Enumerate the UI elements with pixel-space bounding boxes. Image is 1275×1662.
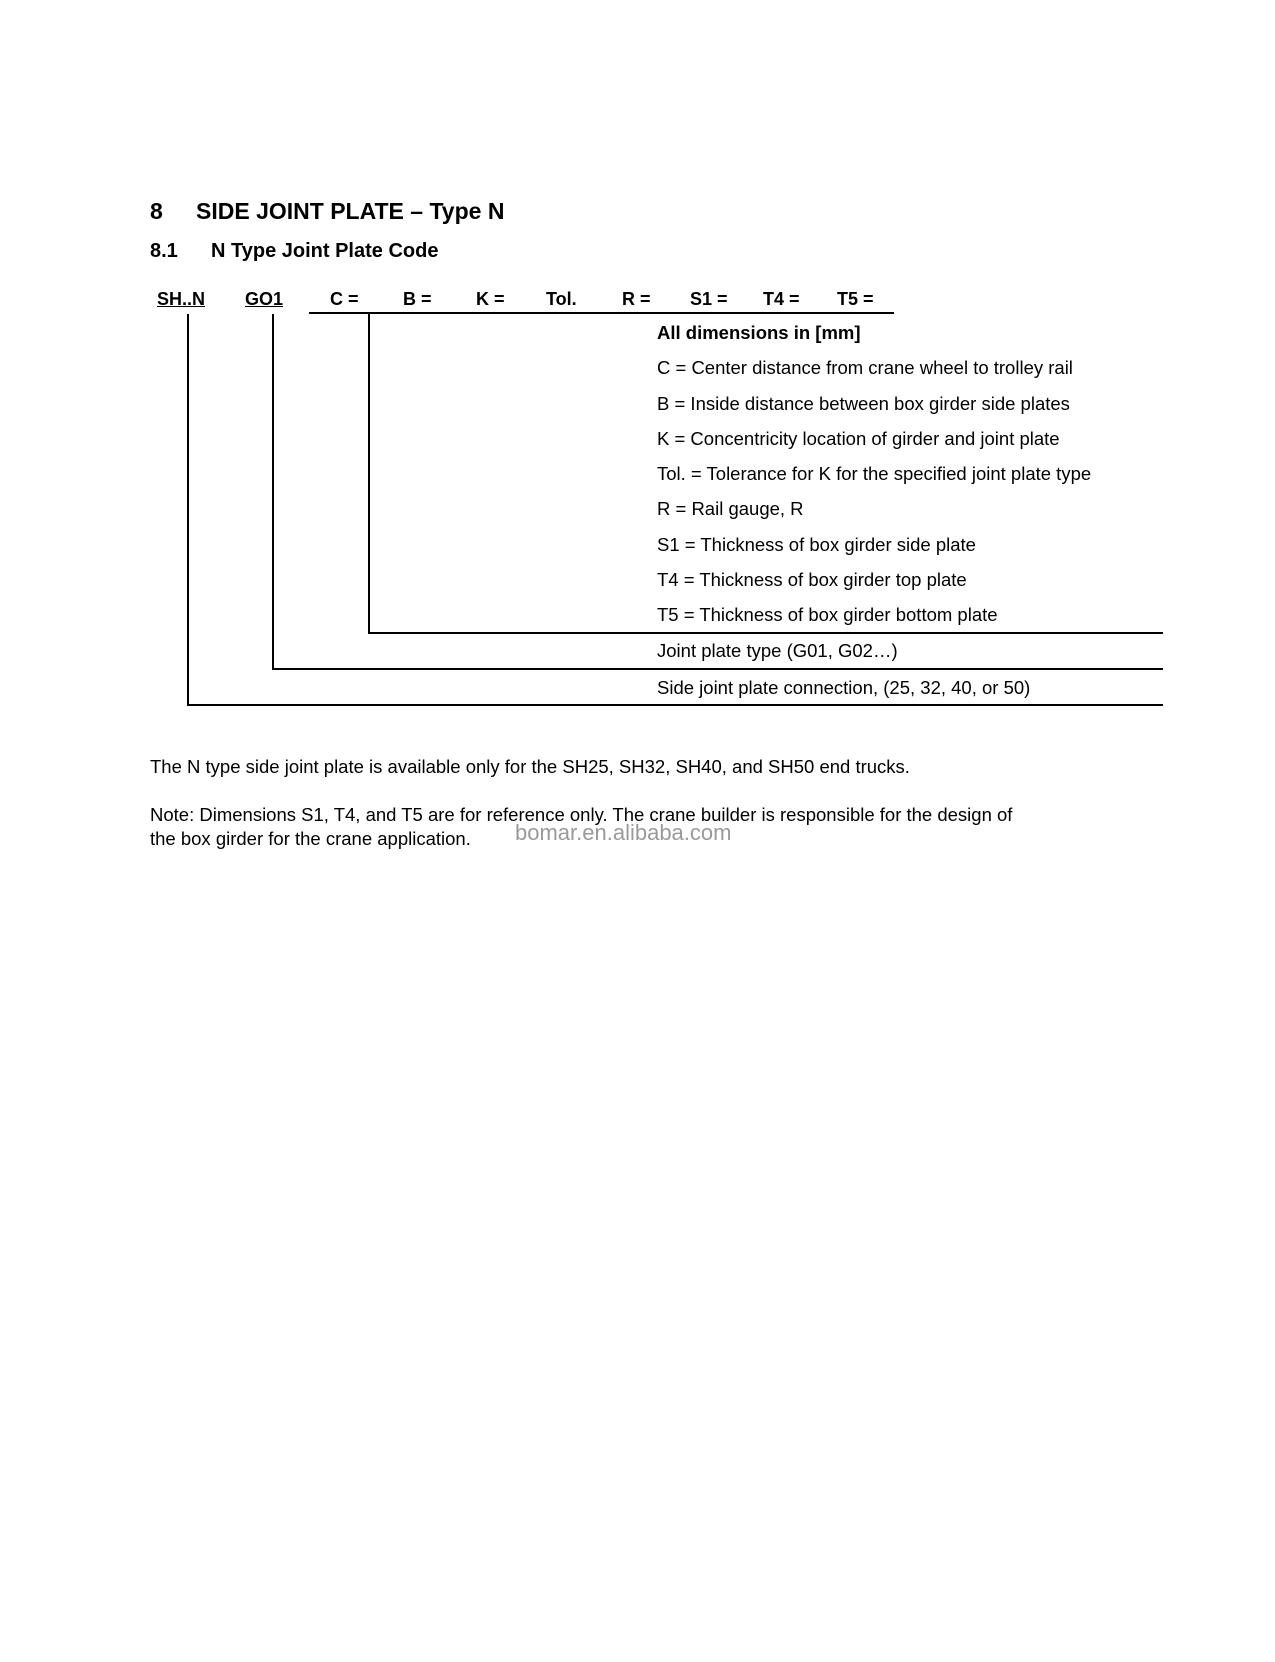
- bracket-sh-vertical: [187, 314, 189, 705]
- legend-c: C = Center distance from crane wheel to trolley rail: [657, 357, 1073, 378]
- bracket-go-vertical: [272, 314, 274, 669]
- watermark: bomar.en.alibaba.com: [515, 820, 732, 845]
- bracket-dims-vertical: [368, 314, 370, 633]
- subsection-number: 8.1: [150, 240, 178, 262]
- legend-t4: T4 = Thickness of box girder top plate: [657, 569, 967, 590]
- legend-tol: Tol. = Tolerance for K for the specified joint plate type: [657, 463, 1092, 484]
- note-line-2: the box girder for the crane application.: [150, 828, 471, 849]
- code-b: B =: [403, 289, 432, 309]
- bracket-dims-horizontal: [368, 632, 1163, 634]
- legend-header: All dimensions in [mm]: [657, 322, 861, 343]
- code-r: R =: [622, 289, 651, 309]
- subsection-title: N Type Joint Plate Code: [211, 240, 439, 262]
- code-k: K =: [476, 289, 505, 309]
- legend-s1: S1 = Thickness of box girder side plate: [657, 534, 976, 555]
- code-s1: S1 =: [690, 289, 728, 309]
- note-line-1: Note: Dimensions S1, T4, and T5 are for reference only. The crane builder is responsible for the design of: [150, 804, 1013, 825]
- legend-k: K = Concentricity location of girder and joint plate: [657, 428, 1060, 449]
- bracket-go-horizontal: [272, 668, 1163, 670]
- code-c: C =: [330, 289, 359, 309]
- legend-b: B = Inside distance between box girder side plates: [657, 393, 1070, 414]
- section-title: SIDE JOINT PLATE – Type N: [196, 198, 505, 224]
- availability-paragraph: The N type side joint plate is available only for the SH25, SH32, SH40, and SH50 end trucks.: [150, 756, 910, 777]
- section-number: 8: [150, 198, 163, 224]
- legend-connection: Side joint plate connection, (25, 32, 40, or 50): [657, 677, 1031, 698]
- legend-r: R = Rail gauge, R: [657, 498, 804, 519]
- legend-t5: T5 = Thickness of box girder bottom plate: [657, 604, 998, 625]
- code-sh: SH..N: [157, 289, 206, 309]
- code-go: GO1: [245, 289, 284, 309]
- code-t5: T5 =: [837, 289, 874, 309]
- code-group-underline: [309, 312, 894, 314]
- bracket-sh-horizontal: [187, 704, 1163, 706]
- code-tol: Tol.: [546, 289, 577, 309]
- code-t4: T4 =: [763, 289, 800, 309]
- legend-joint-type: Joint plate type (G01, G02…): [657, 640, 898, 661]
